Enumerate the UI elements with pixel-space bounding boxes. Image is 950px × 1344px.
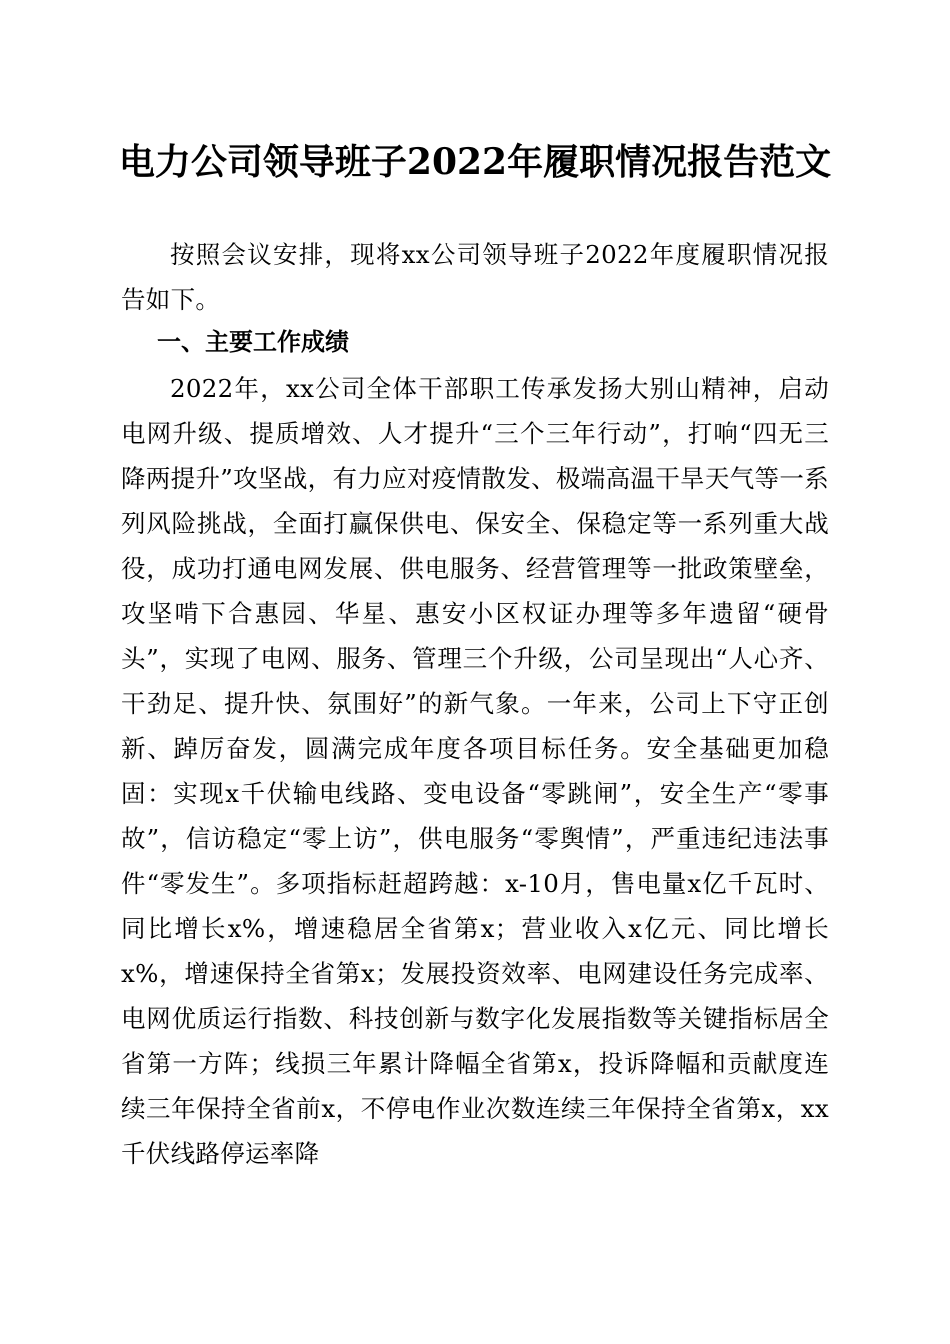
body-paragraph: 2022年，xx公司全体干部职工传承发扬大别山精神，启动电网升级、提质增效、人才提升“三个三年行动”，打响“四无三降两提升”攻坚战，有力应对疫情散发、极端高温干旱天气等一系列风险挑战，全面打赢保供电、保安全、保稳定等一系列重大战役，成功打通电网发展、供电服务、经营管理等一批政策壁垒，攻坚啃下合惠园、华星、惠安小区权证办理等多年遗留“硬骨头”，实现了电网、服务、管理三个升级，公司呈现出“人心齐、干劲足、提升快、氛围好”的新气象。一年来，公司上下守正创新、踔厉奋发，圆满完成年度各项目标任务。安全基础更加稳固：实现x千伏输电线路、变电设备“零跳闸”，安全生产“零事故”，信访稳定“零上访”，供电服务“零舆情”，严重违纪违法事件“零发生”。多项指标赶超跨越：x-10月，售电量x亿千瓦时、同比增长x%，增速稳居全省第x；营业收入x亿元、同比增长x%，增速保持全省第x；发展投资效率、电网建设任务完成率、电网优质运行指数、科技创新与数字化发展指数等关键指标居全省第一方阵；线损三年累计降幅全省第x，投诉降幅和贡献度连续三年保持全省前x，不停电作业次数连续三年保持全省第x，xx千伏线路停运率降: [121, 374, 829, 1168]
section-heading: 一、主要工作成绩: [157, 328, 349, 356]
intro-paragraph: 按照会议安排，现将xx公司领导班子2022年度履职情况报告如下。: [121, 240, 829, 314]
document-title: 电力公司领导班子2022年履职情况报告范文: [118, 141, 832, 183]
